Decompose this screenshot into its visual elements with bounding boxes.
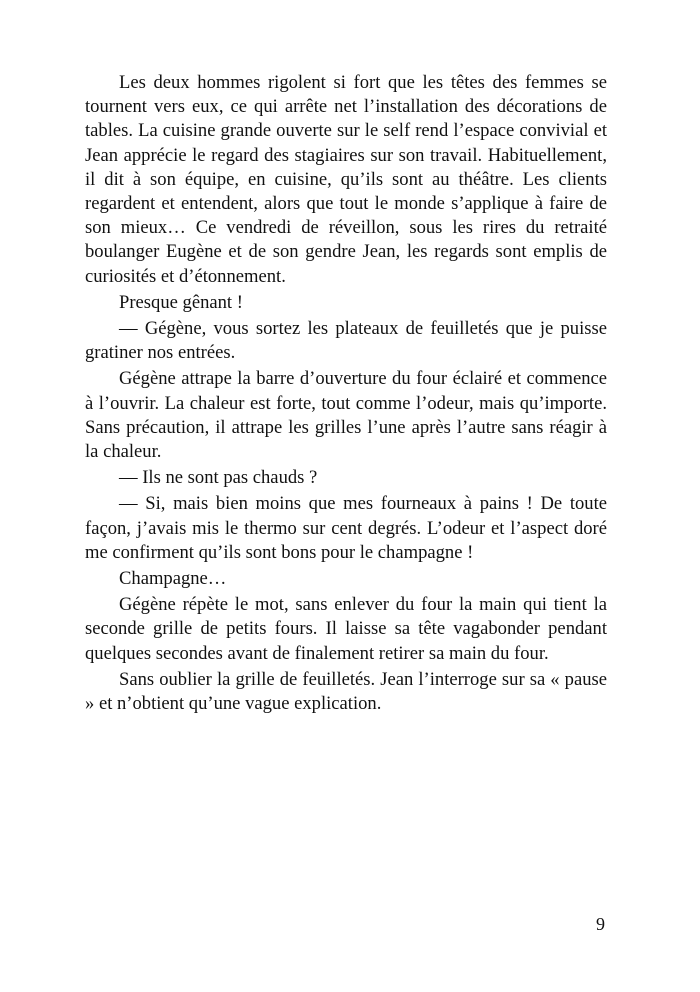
paragraph: Champagne… [119,568,227,590]
paragraph: Gégène répète le mot, sans enlever du four la main qui tient la seconde grille de petits fours. Il laisse sa tête vagabonder pendant quelques secondes avant de finalement retirer sa main du four. [85,594,607,664]
paragraph: Presque gênant ! [119,291,243,313]
page-body [85,71,607,718]
dialogue-line: — Si, mais bien moins que mes fourneaux à pains ! De toute façon, j’avais mis le thermo sur cent degrés. L’odeur et l’aspect doré me confirment qu’ils sont bons pour le champagne ! [85,493,607,563]
paragraph: Gégène attrape la barre d’ouverture du four éclairé et commence à l’ouvrir. La chaleur est forte, tout comme l’odeur, mais qu’importe. Sans précaution, il attrape les grilles l’une après l’autre sans réagir à la chaleur. [85,368,607,463]
dialogue-line: — Ils ne sont pas chauds ? [119,467,318,489]
page-number: 9 [596,914,605,934]
dialogue-line: — Gégène, vous sortez les plateaux de feuilletés que je puisse gratiner nos entrées. [85,318,607,364]
paragraph: Sans oublier la grille de feuilletés. Jean l’interroge sur sa « pause » et n’obtient qu’une vague explication. [85,668,607,715]
paragraph: Les deux hommes rigolent si fort que les têtes des femmes se tournent vers eux, ce qui arrête net l’installation des décorations de tables. La cuisine grande ouverte sur le self rend l’espace convivial et Jean apprécie le regard des stagiaires sur son travail. Habituellement, il dit à son équipe, en cuisine, qu’ils sont au théâtre. Les clients regardent et entendent, alors que tout le monde s’applique à faire de son mieux… Ce vendredi de réveillon, sous les rires du retraité boulanger Eugène et de son gendre Jean, les regards sont emplis de curiosités et d’étonnement. [85,72,607,287]
